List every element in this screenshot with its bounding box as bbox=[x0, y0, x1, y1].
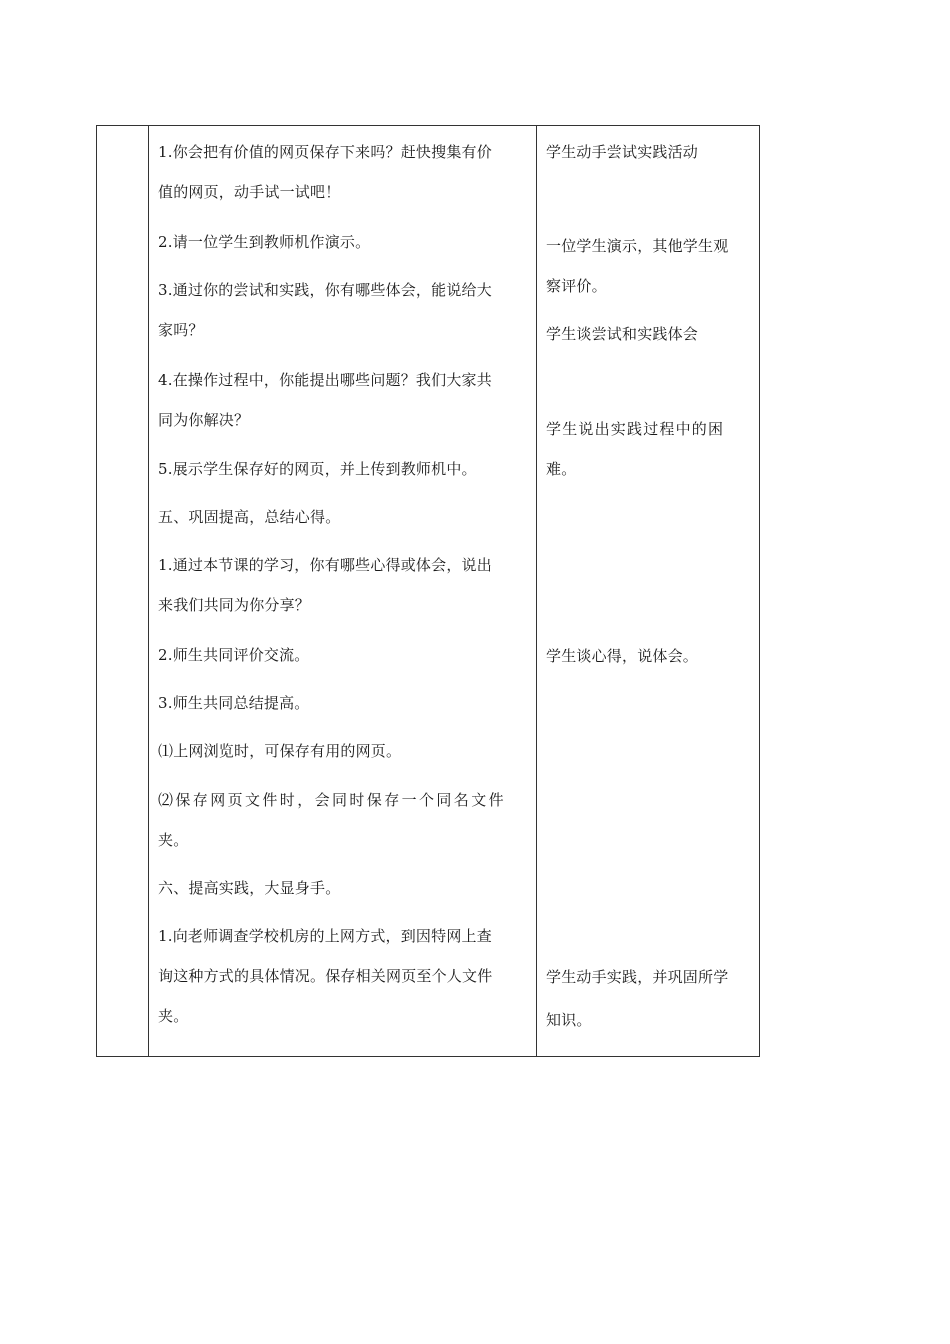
text-line: 难。 bbox=[546, 460, 577, 478]
text-line: 2.师生共同评价交流。 bbox=[158, 646, 310, 664]
text-line: 值的网页，动手试一试吧！ bbox=[158, 183, 341, 201]
text-line: ⑴上网浏览时，可保存有用的网页。 bbox=[158, 742, 402, 760]
table-cell-empty bbox=[97, 126, 148, 1056]
lesson-table bbox=[96, 125, 760, 1057]
text-line: 学生动手尝试实践活动 bbox=[546, 143, 699, 161]
text-line: 3.师生共同总结提高。 bbox=[158, 694, 310, 712]
text-line: 询这种方式的具体情况。保存相关网页至个人文件 bbox=[158, 967, 493, 985]
student-activity-cell bbox=[537, 126, 760, 1056]
text-line: ⑵保存网页文件时，会同时保存一个同名文件 bbox=[158, 791, 507, 809]
text-line: 1.通过本节课的学习，你有哪些心得或体会，说出 bbox=[158, 556, 492, 574]
text-line: 家吗？ bbox=[158, 321, 204, 339]
section-heading: 五、巩固提高，总结心得。 bbox=[158, 508, 341, 526]
text-line: 一位学生演示，其他学生观 bbox=[546, 237, 729, 255]
text-line: 1.你会把有价值的网页保存下来吗？赶快搜集有价 bbox=[158, 143, 492, 161]
text-line: 3.通过你的尝试和实践，你有哪些体会，能说给大 bbox=[158, 281, 492, 299]
text-line: 学生说出实践过程中的困 bbox=[546, 420, 725, 438]
text-line: 夹。 bbox=[158, 1007, 189, 1025]
text-line: 察评价。 bbox=[546, 277, 607, 295]
text-line: 来我们共同为你分享？ bbox=[158, 596, 311, 614]
text-line: 4.在操作过程中，你能提出哪些问题？我们大家共 bbox=[158, 371, 492, 389]
text-line: 1.向老师调查学校机房的上网方式，到因特网上查 bbox=[158, 927, 492, 945]
text-line: 同为你解决？ bbox=[158, 411, 250, 429]
teacher-activity-cell bbox=[149, 126, 536, 1056]
text-line: 5.展示学生保存好的网页，并上传到教师机中。 bbox=[158, 460, 477, 478]
text-line: 知识。 bbox=[546, 1011, 592, 1029]
text-line: 夹。 bbox=[158, 831, 189, 849]
text-line: 2.请一位学生到教师机作演示。 bbox=[158, 233, 371, 251]
text-line: 学生动手实践，并巩固所学 bbox=[546, 968, 729, 986]
text-line: 学生谈尝试和实践体会 bbox=[546, 325, 699, 343]
text-line: 学生谈心得，说体会。 bbox=[546, 647, 699, 665]
section-heading: 六、提高实践，大显身手。 bbox=[158, 879, 341, 897]
